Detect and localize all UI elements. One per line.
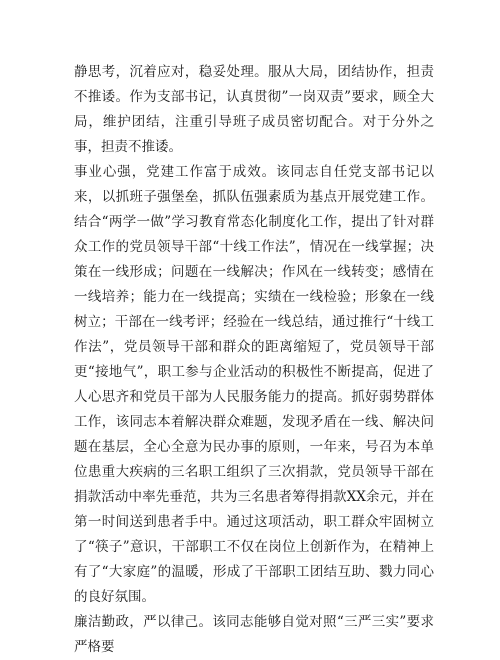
paragraph-integrity: 廉洁勤政，严以律己。该同志能够自觉对照“三严三实”要求严格要 xyxy=(74,614,434,655)
paragraph-teamwork: 静思考，沉着应对，稳妥处理。服从大局，团结协作，担责不推诿。作为支部书记，认真贯彻”一岗双责”要求，顾全大局，维护团结，注重引导班子成员密切配合。对于分外之事，担责不推诿。 xyxy=(74,64,434,155)
document-page xyxy=(74,60,434,660)
paragraph-party-building: 事业心强，党建工作富于成效。该同志自任党支部书记以来，以抓班子强堡垒，抓队伍强素质为基点开展党建工作。结合“两学一做”学习教育常态化制度化工作，提出了针对群众工作的党员领导干部“十线工作法”，情况在一线掌握；决策在一线形成；问题在一线解决；作风在一线转变；感情在一线培养；能力在一线提高；实绩在一线检验；形象在一线树立；干部在一线考评；经验在一线总结，通过推行“十线工作法”，党员领导干部和群众的距离缩短了，党员领导干部更“接地气”，职工参与企业活动的积极性不断提高，促进了人心思齐和党员干部为人民服务能力的提高。抓好弱势群体工作，该同志本着解决群众难题，发现矛盾在一线、解决问题在基层，全心全意为民办事的原则，一年来，号召为本单位患重大疾病的三名职工组织了三次捐款，党员领导干部在捐款活动中率先垂范，共为三名患者筹得捐款XX余元，并在第一时间送到患者手中。通过这项活动，职工群众牢固树立了“筷子”意识，干部职工不仅在岗位上创新作为，在精神上有了“大家庭”的温暖，形成了干部职工团结互助、戮力同心的良好氛围。 xyxy=(74,164,434,605)
